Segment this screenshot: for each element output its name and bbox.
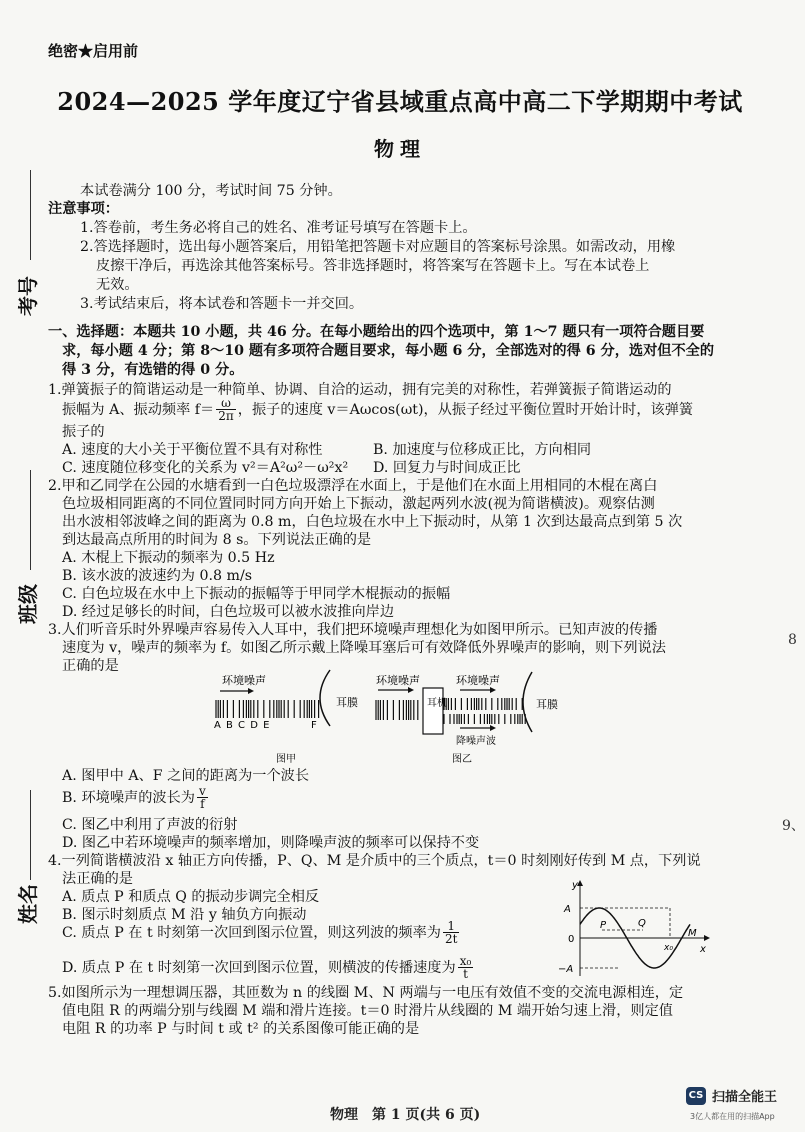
scanner-badge xyxy=(686,1086,777,1105)
side-label-exam-number: 考号 xyxy=(16,276,40,316)
q2-line1: 2.甲和乙同学在公园的水塘看到一白色垃圾漂浮在水面上，于是他们在水面上用相同的木棍在离白 xyxy=(48,478,658,494)
section1-line1: 一、选择题：本题共 10 小题，共 46 分。在每小题给出的四个选项中，第 1～7 题只有一项符合题目要 xyxy=(48,324,705,340)
q2-line2: 色垃圾相同距离的不同位置同时同方向开始上下振动，激起两列水波(视为简谐横波)。观察估测 xyxy=(62,496,655,512)
q4-option-d-text: D. 质点 P 在 t 时刻第一次回到图示位置，则横波的传播速度为 xyxy=(62,959,456,976)
q2-line3: 出水波相邻波峰之间的距离为 0.8 m，白色垃圾在水中上下振动时，从第 1 次到达最高点到第 5 次 xyxy=(62,514,683,530)
q4-line1: 4.一列简谐横波沿 x 轴正方向传播，P、Q、M 是介质中的三个质点，t＝0 时刻刚好传到 M 点，下列说 xyxy=(48,853,701,869)
camscanner-logo-icon: CS xyxy=(686,1087,706,1105)
q1-option-b: B. 加速度与位移成正比，方向相同 xyxy=(373,442,592,458)
q2-option-d: D. 经过足够长的时间，白色垃圾可以被水波推向岸边 xyxy=(62,604,395,620)
side-label-name: 姓名 xyxy=(16,884,40,924)
anti-noise-arrowhead xyxy=(490,725,496,731)
q3-line2: 速度为 v，噪声的频率为 f。如图乙所示戴上降噪耳塞后可有效降低外界噪声的影响，则下列说法 xyxy=(62,640,666,656)
graph-origin-label: 0 xyxy=(568,934,575,945)
graph-m-label: M xyxy=(688,928,697,939)
q2-line4: 到达最高点所用的时间为 8 s。下列说法正确的是 xyxy=(62,532,372,548)
notice-2c: 无效。 xyxy=(96,277,139,293)
q4-option-b: B. 图示时刻质点 M 沿 y 轴负方向振动 xyxy=(62,907,307,923)
side-label-class: 班级 xyxy=(16,584,40,624)
earplug-box xyxy=(423,688,443,734)
q3-option-c: C. 图乙中利用了声波的衍射 xyxy=(62,817,238,833)
q3-option-d: D. 图乙中若环境噪声的频率增加，则降噪声波的频率可以保持不变 xyxy=(62,835,480,851)
scanner-app-name: 扫描全能王 xyxy=(712,1090,778,1105)
q4-wave-graph xyxy=(558,880,710,978)
side-rule-mid xyxy=(30,470,31,570)
graph-x0-label: x₀ xyxy=(664,943,673,953)
q1-frac-den: 2π xyxy=(218,409,234,423)
q1-option-a: A. 速度的大小关于平衡位置不具有对称性 xyxy=(62,442,323,458)
q4-d-frac-den: t xyxy=(463,967,468,981)
fig-a-f-label: F xyxy=(311,720,317,731)
fig-a-ear-label: 耳膜 xyxy=(336,696,358,709)
x-axis-arrow xyxy=(704,935,710,941)
q1-line2-b: ，振子的速度 v＝Aωcos(ωt)，从振子经过平衡位置时开始计时，该弹簧 xyxy=(237,401,694,418)
q1-frequency-fraction xyxy=(216,397,236,422)
q1-line2-a: 振幅为 A、振动频率 f＝ xyxy=(62,401,215,418)
q1-option-d: D. 回复力与时间成正比 xyxy=(373,460,521,476)
q3-frac-den: f xyxy=(200,797,205,811)
scanner-tagline: 3亿人都在用的扫描App xyxy=(690,1112,775,1121)
q3-line3: 正确的是 xyxy=(62,658,119,674)
graph-neg-a-label: −A xyxy=(558,964,574,975)
margin-number-8: 8 xyxy=(788,632,797,648)
graph-q-label: Q xyxy=(638,918,646,929)
q3-option-a: A. 图甲中 A、F 之间的距离为一个波长 xyxy=(62,768,310,784)
notice-1: 1.答卷前，考生务必将自己的姓名、准考证号填写在答题卡上。 xyxy=(80,220,477,236)
q4-line2: 法正确的是 xyxy=(62,871,133,887)
noise-arrowhead-a xyxy=(248,688,254,694)
graph-x-label: x xyxy=(700,944,706,955)
notice-2b: 皮擦干净后，再选涂其他答案标号。答非选择题时，将答案写在答题卡上。写在本试卷上 xyxy=(96,258,650,274)
q3-wavelength-fraction xyxy=(197,785,208,810)
fig-a-caption: 图甲 xyxy=(276,754,296,765)
q3-figure-b-svg xyxy=(372,668,572,768)
intro-score-line: 本试卷满分 100 分，考试时间 75 分钟。 xyxy=(80,183,342,199)
q3-figure-a-svg xyxy=(210,668,370,768)
fig-b-noise1-label: 环境噪声 xyxy=(376,674,420,687)
q4-option-c xyxy=(62,920,461,945)
subject-title: 物理 xyxy=(374,137,426,161)
q4-d-frac-num: x₀ xyxy=(459,954,472,968)
q4-option-a: A. 质点 P 和质点 Q 的振动步调完全相反 xyxy=(62,889,320,905)
q4-c-frac-num: 1 xyxy=(443,920,459,933)
graph-p-label: P xyxy=(600,920,607,931)
fig-a-noise-label: 环境噪声 xyxy=(222,674,266,687)
exam-title: 2024—2025 学年度辽宁省县域重点高中高二下学期期中考试 xyxy=(57,87,743,116)
notice-3: 3.考试结束后，将本试卷和答题卡一并交回。 xyxy=(80,296,364,312)
q3-line1: 3.人们听音乐时外界噪声容易传入人耳中，我们把环境噪声理想化为如图甲所示。已知声波的传播 xyxy=(48,622,658,638)
graph-y-label: y xyxy=(572,880,578,891)
notice-title: 注意事项： xyxy=(48,201,119,217)
q3-figure-a xyxy=(210,668,370,768)
fig-b-anti-label: 降噪声波 xyxy=(456,736,496,747)
fig-a-points-label: A B C D E xyxy=(214,720,271,731)
q5-line2: 值电阻 R 的两端分别与线圈 M 端和滑片连接。t＝0 时滑片从线圈的 M 端开始匀速上滑，则定值 xyxy=(62,1003,673,1019)
q3-figure-b xyxy=(372,668,572,768)
fig-b-earplug-label: 耳机 xyxy=(427,698,447,709)
q4-option-d xyxy=(62,955,475,980)
q5-line1: 5.如图所示为一理想调压器，其匝数为 n 的线圈 M、N 两端与一电压有效值不变的交流电源相连，定 xyxy=(48,985,684,1001)
q2-option-b: B. 该水波的波速约为 0.8 m/s xyxy=(62,568,253,584)
section1-line3: 得 3 分，有选错的得 0 分。 xyxy=(62,362,244,378)
section1-line2: 求，每小题 4 分；第 8～10 题有多项符合题目要求，每小题 6 分，全部选对的得 6 分，选对但不全的 xyxy=(62,343,715,359)
eardrum-curve-a xyxy=(320,670,330,726)
eardrum-curve-b xyxy=(523,672,532,732)
q1-option-c: C. 速度随位移变化的关系为 v²＝A²ω²－ω²x² xyxy=(62,460,349,476)
q4-d-fraction xyxy=(458,955,474,980)
q2-option-c: C. 白色垃圾在水中上下振动的振幅等于甲同学木棍振动的振幅 xyxy=(62,586,451,602)
q5-line3: 电阻 R 的功率 P 与时间 t 或 t² 的关系图像可能正确的是 xyxy=(62,1021,420,1037)
q1-line3: 振子的 xyxy=(62,424,105,440)
noise-arrowhead-b2 xyxy=(490,687,496,693)
q4-option-c-text: C. 质点 P 在 t 时刻第一次回到图示位置，则这列波的频率为 xyxy=(62,924,441,941)
q4-c-fraction xyxy=(443,920,459,945)
noise-bars-a xyxy=(216,700,319,718)
q3-frac-num: v xyxy=(198,784,206,798)
graph-a-label: A xyxy=(564,904,571,915)
confidential-label: 绝密★启用前 xyxy=(48,42,139,60)
margin-number-9: 9、 xyxy=(782,818,805,834)
side-rule-low xyxy=(30,790,31,880)
q1-frac-num: ω xyxy=(216,397,236,410)
q1-line2 xyxy=(62,397,693,422)
q4-c-frac-den: 2t xyxy=(444,932,458,946)
q3-option-b xyxy=(62,785,210,810)
q3-option-b-text: B. 环境噪声的波长为 xyxy=(62,789,195,806)
side-rule-top xyxy=(30,170,31,260)
fig-b-noise2-label: 环境噪声 xyxy=(456,674,500,687)
noise-arrowhead-b1 xyxy=(408,687,414,693)
q4-wave-graph-svg xyxy=(558,880,710,978)
q2-option-a: A. 木棍上下振动的频率为 0.5 Hz xyxy=(62,550,275,566)
fig-b-caption: 图乙 xyxy=(452,754,472,765)
page-footer: 物理 第 1 页(共 6 页) xyxy=(330,1107,481,1123)
fig-b-ear-label: 耳膜 xyxy=(536,698,558,711)
notice-2a: 2.答选择题时，选出每小题答案后，用铅笔把答题卡对应题目的答案标号涂黑。如需改动，用橡 xyxy=(80,239,676,255)
q1-line1: 1.弹簧振子的简谐运动是一种简单、协调、自洽的运动，拥有完美的对称性，若弹簧振子简谐运动的 xyxy=(48,382,672,398)
noise-bars-b xyxy=(376,698,525,724)
